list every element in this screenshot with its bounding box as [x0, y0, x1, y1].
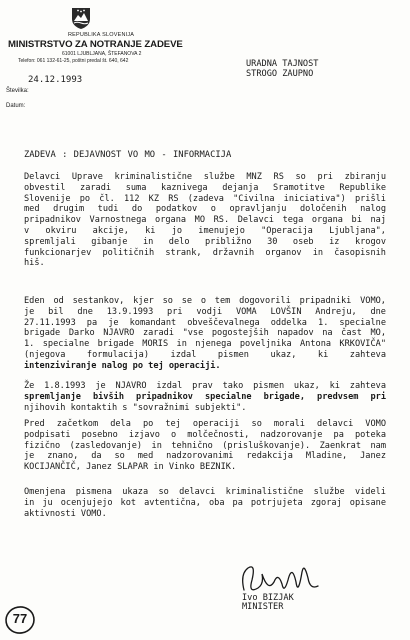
paragraph-line: Eden od sestankov, kjer so se o tem dogovorili pripadniki VOMO,: [24, 296, 386, 306]
document-date: 24.12.1993: [28, 75, 83, 85]
paragraph-line: podpisati posebno izjavo o molčečnosti, nadzorovanje pa poteka: [24, 429, 386, 440]
paragraph-line: aktivnosti VOMO.: [24, 508, 107, 519]
paragraph-line: Omenjena pismena ukaza so delavci kriminalistične službe videli: [24, 487, 386, 497]
paragraph-line: funkcionarjev političnih strank, državnih organov in časopisnih: [24, 247, 386, 258]
paragraph-line: njihovih kontaktih s "sovražnimi subjekti".: [24, 402, 247, 413]
subject-line: ZADEVA : DEJAVNOST VO MO - INFORMACIJA: [24, 150, 232, 160]
signatory: [242, 594, 294, 612]
republic-label: REPUBLIKA SLOVENIJA: [68, 32, 135, 38]
paragraph-line: Pred začetkom dela po tej operaciji so morali delavci VOMO: [24, 419, 386, 429]
paragraph-5: [24, 487, 386, 519]
paragraph-line: spremljali gibanje in delo približno 30 oseb iz krogov: [24, 236, 386, 247]
paragraph-line: Delavci Uprave kriminalistične službe MNZ RS so pri zbiranju: [24, 172, 386, 182]
paragraph-2: [24, 296, 386, 372]
page-number: 77: [12, 611, 28, 626]
paragraph-line: (njegova formulacija) izdal pismen ukaz, ki zahteva: [24, 349, 386, 360]
paragraph-line: spremljanje bivših pripadnikov specialne brigade, predvsem pri: [24, 391, 386, 402]
paragraph-line: je bil dne 13.9.1993 pri vodji VOMA LOVŠIN Andreju, dne: [24, 306, 386, 317]
paragraph-line: obvestil zaradi suma kaznivega dejanja Sramotitve Republike: [24, 182, 386, 193]
paragraph-line: fizično (zasledovanje) in tehnično (prisluškovanje). Zaenkrat nam: [24, 440, 386, 451]
paragraph-line: in ju ocenjujejo kot avtentična, oba pa potrjujeta zgoraj opisane: [24, 497, 386, 508]
slovenia-coat-of-arms-icon: [70, 6, 92, 30]
paragraph-line: KOCIJANČIČ, Janez SLAPAR in Vinko BEZNIK.: [24, 462, 237, 473]
paragraph-1: [24, 172, 386, 269]
ministry-contact: Telefon: 061 132-61-25, poštni predal št. 640, 642: [18, 58, 129, 64]
paragraph-line: pripadnikov Varnostnega organa MO RS. Delavci tega organa bi naj: [24, 215, 386, 226]
signatory-title: MINISTER: [242, 602, 284, 612]
paragraph-line: hiš.: [24, 258, 45, 269]
date-label: Datum:: [6, 103, 26, 109]
classification-strictly-confidential: STROGO ZAUPNO: [246, 69, 314, 79]
paragraph-line: brigade Darko NJAVRO zaradi "vse pogostejših napadov na čast MO,: [24, 328, 386, 339]
paragraph-line: intenziviranje nalog po tej operaciji.: [24, 360, 221, 371]
paragraph-line: v okviru akcije, ki jo imenujejo "Operacija Ljubljana",: [24, 225, 386, 236]
classification-official-secret: URADNA TAJNOST: [246, 59, 319, 69]
paragraph-line: Slovenije po čl. 112 KZ RS (zadeva "Civilna iniciativa") prišli: [24, 193, 386, 204]
signatory-name: Ivo BIZJAK: [242, 593, 294, 603]
paragraph-line: Že 1.8.1993 je NJAVRO izdal prav tako pismen ukaz, ki zahteva: [24, 381, 386, 391]
paragraph-3: [24, 381, 386, 413]
paragraph-4: [24, 419, 386, 473]
ministry-name: MINISTRSTVO ZA NOTRANJE ZADEVE: [8, 39, 183, 50]
ministry-address: 61001 LJUBLJANA, ŠTEFANOVA 2: [62, 51, 142, 57]
paragraph-line: 27.11.1993 pa je komandant obveščevalnega oddelka 1. specialne: [24, 317, 386, 328]
paragraph-line: je znano, da so med nadzorovanimi redakcija Mladine, Janez: [24, 451, 386, 462]
paragraph-line: 1. specialne brigade MORIS in njenega poveljnika Antona KRKOVIČA": [24, 339, 386, 350]
number-label: Številka:: [6, 88, 29, 94]
paragraph-line: med drugim tudi do podatkov o opravljanju določenih nalog: [24, 204, 386, 215]
